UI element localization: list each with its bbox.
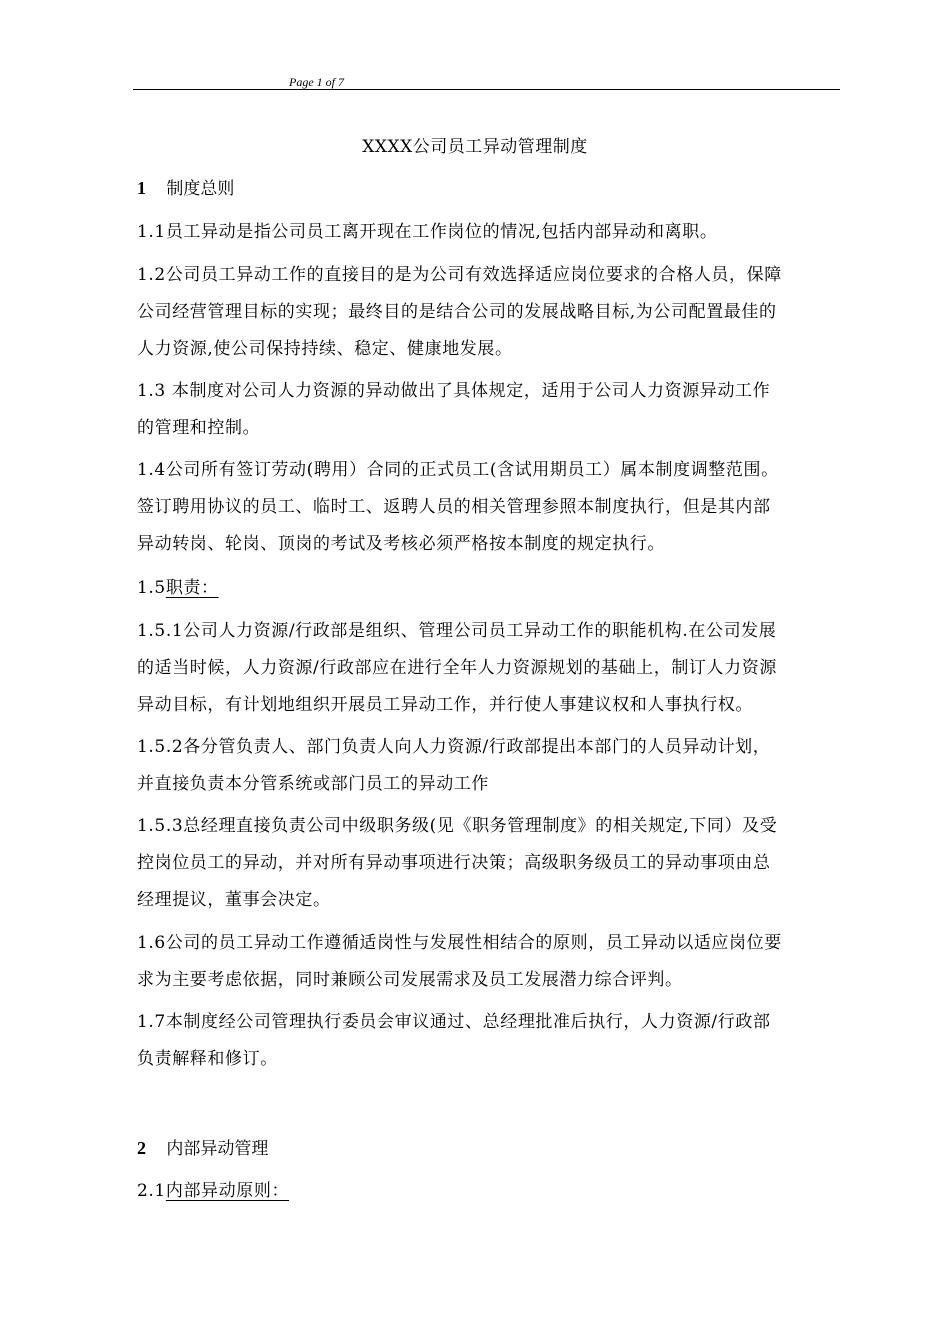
text-line: 1.6公司的员工异动工作遵循适岗性与发展性相结合的原则，员工异动以适应岗位要 <box>137 933 782 953</box>
header-rule <box>133 89 840 90</box>
paragraph-1-5-2 <box>137 729 842 803</box>
section-title: 内部异动管理 <box>166 1139 269 1159</box>
section-number: 2 <box>137 1138 146 1158</box>
text-line: 1.1员工异动是指公司员工离开现在工作岗位的情况,包括内部异动和离职。 <box>137 222 718 242</box>
paragraph-1-7 <box>137 1004 842 1078</box>
paragraph-1-6 <box>137 925 842 999</box>
section-heading-2 <box>137 1134 268 1159</box>
text-line: 1.7本制度经公司管理执行委员会审议通过、总经理批准后执行，人力资源/行政部 <box>137 1012 771 1032</box>
section-number: 1 <box>137 178 146 198</box>
text-line: 异动目标，有计划地组织开展员工异动工作，并行使人事建议权和人事执行权。 <box>137 695 753 715</box>
clause-label: 职责： <box>165 578 219 598</box>
paragraph-1-2 <box>137 257 842 368</box>
text-line: 经理提议，董事会决定。 <box>137 890 331 910</box>
text-line: 求为主要考虑依据，同时兼顾公司发展需求及员工发展潜力综合评判。 <box>137 970 683 990</box>
paragraph-1-1 <box>137 214 842 251</box>
text-line: 1.5.3总经理直接负责公司中级职务级(见《职务管理制度》的相关规定,下同）及受 <box>137 816 778 836</box>
text-line: 1.5.1公司人力资源/行政部是组织、管理公司员工异动工作的职能机构.在公司发展 <box>137 621 777 641</box>
section-title: 制度总则 <box>166 179 235 199</box>
text-line: 1.2公司员工异动工作的直接目的是为公司有效选择适应岗位要求的合格人员，保障 <box>137 265 782 285</box>
paragraph-1-4 <box>137 452 842 563</box>
text-line: 1.3 本制度对公司人力资源的异动做出了具体规定，适用于公司人力资源异动工作 <box>137 381 771 401</box>
paragraph-2-1 <box>137 1173 842 1210</box>
text-line: 异动转岗、轮岗、顶岗的考试及考核必须严格按本制度的规定执行。 <box>137 534 665 554</box>
text-line: 1.5.2各分管负责人、部门负责人向人力资源/行政部提出本部门的人员异动计划， <box>137 737 771 757</box>
paragraph-1-5 <box>137 570 842 607</box>
clause-number: 2.1 <box>137 1181 166 1201</box>
section-heading-1 <box>137 174 234 199</box>
paragraph-1-3 <box>137 373 842 447</box>
paragraph-1-5-1 <box>137 613 842 724</box>
document-title: XXXX公司员工异动管理制度 <box>362 137 588 157</box>
page-header-label: Page 1 of 7 <box>289 75 344 89</box>
paragraph-1-5-3 <box>137 808 842 919</box>
text-line: 1.4公司所有签订劳动(聘用）合同的正式员工(含试用期员工）属本制度调整范围。 <box>137 460 779 480</box>
text-line: 公司经营管理目标的实现；最终目的是结合公司的发展战略目标,为公司配置最佳的 <box>137 302 777 322</box>
text-line: 签订聘用协议的员工、临时工、返聘人员的相关管理参照本制度执行，但是其内部 <box>137 497 771 517</box>
clause-number: 1.5 <box>137 578 166 598</box>
text-line: 负责解释和修订。 <box>137 1049 278 1069</box>
text-line: 人力资源,使公司保持持续、稳定、健康地发展。 <box>137 339 513 359</box>
text-line: 并直接负责本分管系统或部门员工的异动工作 <box>137 774 489 794</box>
text-line: 的适当时候，人力资源/行政部应在进行全年人力资源规划的基础上，制订人力资源 <box>137 658 777 678</box>
text-line: 的管理和控制。 <box>137 418 261 438</box>
clause-label: 内部异动原则： <box>165 1181 290 1201</box>
text-line: 控岗位员工的异动，并对所有异动事项进行决策；高级职务级员工的异动事项由总 <box>137 853 771 873</box>
